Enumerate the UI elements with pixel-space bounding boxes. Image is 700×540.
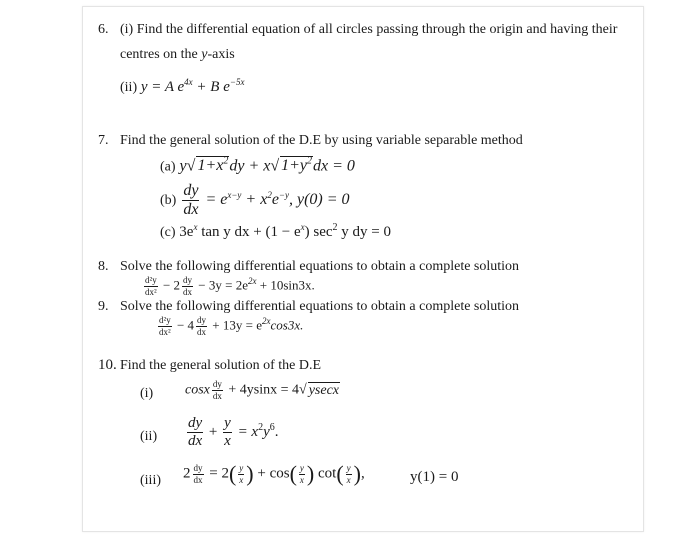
q10-ii-frac2: $\frac{y}{x}$ — [224, 415, 231, 449]
q7-text: Find the general solution of the D.E by using variable separable method — [120, 133, 523, 148]
q7-b-rhs2: + x — [241, 191, 268, 209]
left-paren-icon: ( — [228, 461, 237, 486]
q10-ii-equation — [185, 416, 279, 449]
q6-i-line2 — [120, 47, 235, 63]
q10-ii-rhs: = x — [233, 423, 259, 440]
q7-b-exp2: 2 — [267, 189, 272, 200]
q10-i-frac: $\frac{dy}{dx}$ — [212, 379, 222, 401]
q10-iii-p3: $\frac{y}{x}$ — [346, 462, 351, 485]
q9-tail-exp: 2x — [261, 316, 271, 327]
q9-equation — [156, 316, 303, 337]
q10-text: Find the general solution of the D.E — [120, 358, 322, 373]
q8-tail1: − 3y = 2e — [195, 277, 248, 293]
q10-iii-comma: , — [360, 465, 365, 482]
q10-iii-p1: $\frac{y}{x}$ — [239, 462, 244, 485]
q7-a-radical2: $1+y^2$ — [281, 156, 313, 175]
q9-frac2: $\frac{dy}{dx}$ — [197, 315, 207, 337]
q7-b-fraction: $\frac{dy}{dx}$ — [183, 182, 199, 218]
q10-number: 10. — [98, 357, 117, 373]
q7-b-rhs4: , y(0) = 0 — [289, 191, 350, 209]
sqrt-icon: √ — [270, 157, 280, 175]
q10-iii-equation — [183, 463, 365, 485]
q10-iii-p2: $\frac{y}{x}$ — [299, 462, 304, 485]
q7-c-label: (c) — [160, 225, 176, 240]
left-paren-icon: ( — [336, 461, 344, 486]
q8-tail2: + 10sin3x. — [256, 277, 315, 293]
q6-part-ii — [120, 77, 244, 96]
q10-ii-plus: + — [205, 423, 222, 440]
q10-iii-plus: + cos — [253, 465, 290, 482]
sqrt-icon: √ — [186, 157, 196, 175]
q8-tail-exp: 2x — [247, 276, 257, 287]
q7-c-eq2: tan y dx + (1 − e — [197, 224, 301, 240]
q7-part-a — [160, 156, 355, 175]
q10-ii-exp2: 6 — [269, 421, 275, 433]
q7-a-radical1: $1+x^2$ — [197, 156, 229, 175]
q6-i-text-b: y — [201, 47, 208, 62]
q7-b-label: (b) — [160, 193, 177, 209]
q10-iii-cot: cot — [314, 465, 337, 482]
q6-i-text-a: centres on the — [120, 47, 202, 62]
q7-b-rhs1: = e — [201, 191, 228, 209]
q7-number: 7. — [98, 133, 109, 148]
q10-i-equation — [185, 380, 340, 401]
q10-i-radical: ysecx — [308, 382, 340, 398]
sqrt-icon: √ — [299, 382, 307, 398]
q8-number: 8. — [98, 259, 109, 274]
q6-number: 6. — [98, 22, 109, 37]
q10-ii-rhs2: y — [263, 423, 270, 440]
q9-mid1: − 4 — [173, 317, 195, 333]
right-paren-icon: ) — [306, 461, 315, 486]
q7-a-label: (a) — [160, 159, 176, 175]
q10-ii-end: . — [274, 423, 279, 440]
q10-ii-label: (ii) — [140, 429, 158, 444]
q7-c-exp3: 2 — [332, 222, 338, 233]
q7-b-exp3: −y — [278, 189, 289, 200]
q7-part-b — [160, 183, 350, 218]
q8-frac2: $\frac{dy}{dx}$ — [183, 275, 193, 297]
q8-equation — [142, 276, 315, 297]
q6-ii-exp2: −5x — [229, 77, 245, 87]
q6-part-i — [120, 22, 617, 38]
q7-c-eq4: y dy = 0 — [337, 224, 391, 240]
q6-i-label: (i) — [120, 22, 134, 37]
q10-ii-exp1: 2 — [258, 421, 264, 433]
q7-part-c — [160, 222, 391, 241]
q10-iii-coef: 2 — [183, 465, 191, 482]
q7-c-exp1: x — [193, 222, 198, 232]
q10-iii-condition: y(1) = 0 — [410, 469, 459, 485]
q10-iii-frac: $\frac{dy}{dx}$ — [193, 462, 203, 485]
q7-a-tail: dx = 0 — [313, 157, 355, 175]
q6-i-text-line1: Find the differential equation of all circles passing through the origin and having their — [136, 22, 618, 37]
q9-tail2: cos3x. — [270, 317, 304, 333]
q9-tail1: + 13y = e — [209, 317, 262, 333]
q6-i-text-c: -axis — [207, 47, 235, 62]
q10-i-pre: cosx — [185, 382, 210, 398]
q7-a-mid: dy + x — [229, 157, 271, 175]
q10-i-label: (i) — [140, 386, 154, 401]
q7-c-eq1: 3e — [179, 224, 194, 240]
left-paren-icon: ( — [289, 461, 297, 486]
q6-ii-exp1: 4x — [184, 77, 193, 87]
q9-number: 9. — [98, 299, 109, 314]
q7-b-exp1: x−y — [227, 189, 242, 200]
q6-ii-label: (ii) — [120, 80, 138, 95]
right-paren-icon: ) — [246, 461, 254, 486]
q8-mid1: − 2 — [159, 277, 181, 293]
q10-iii-label: (iii) — [140, 473, 161, 488]
q7-c-exp2: x — [300, 222, 305, 232]
q6-ii-mid: + B e — [192, 79, 230, 95]
q8-frac1: $\frac{\text{d²y}}{\text{dx²}}$ — [145, 275, 157, 297]
q10-iii-eq: = 2 — [205, 465, 229, 482]
q7-b-rhs3: e — [271, 191, 279, 209]
q9-frac1: $\frac{\text{d²y}}{\text{dx²}}$ — [159, 315, 171, 337]
q6-ii-lhs: y = A e — [140, 79, 185, 95]
q7-c-eq3: ) sec — [304, 224, 333, 240]
q10-i-mid: + 4ysinx = 4 — [224, 382, 300, 398]
right-paren-icon: ) — [353, 461, 361, 486]
q7-a-y: y — [179, 157, 187, 175]
q9-text: Solve the following differential equations to obtain a complete solution — [120, 299, 520, 314]
q8-text: Solve the following differential equations to obtain a complete solution — [120, 259, 520, 274]
q10-ii-frac1: $\frac{dy}{dx}$ — [188, 415, 203, 449]
